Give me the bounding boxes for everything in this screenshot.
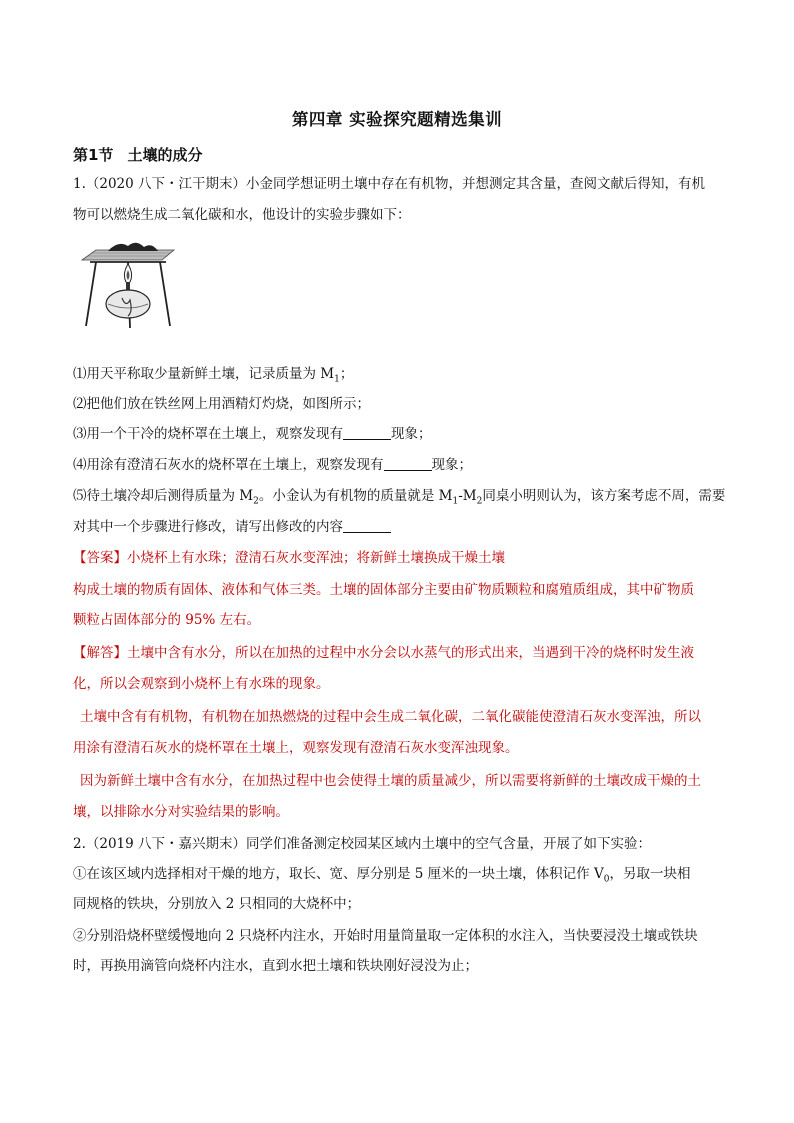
q2-line-1: 2.（2019 八下・嘉兴期末）同学们准备测定校园某区域内土壤中的空气含量，开展了如下实验： [73, 836, 652, 852]
q1-step-1: ⑴用天平称取少量新鲜土壤，记录质量为 $M_1$； [73, 366, 354, 385]
q1-step-2: ⑵把他们放在铁丝网上用酒精灯灼烧，如图所示； [73, 396, 370, 412]
q1-note-line-1: 构成土壤的物质有固体、液体和气体三类。土壤的固体部分主要由矿物质颗粒和腐殖质组成，其中矿物质 [73, 582, 694, 598]
experiment-figure [78, 238, 178, 330]
q1-line-1: 1.（2020 八下・江干期末）小金同学想证明土壤中存在有机物，并想测定其含量，查阅文献后得知，有机 [73, 176, 706, 192]
explanation-tag: 【解答】 [73, 645, 127, 661]
q1-explain-line-2: 化，所以会观察到小烧杯上有水珠的现象。 [73, 676, 330, 692]
section-heading [73, 144, 202, 165]
section-number: 第1节 [73, 146, 114, 164]
q1-explain-line-6: 壤，以排除水分对实验结果的影响。 [73, 804, 289, 820]
q1-explanation: 【解答】土壤中含有水分，所以在加热的过程中水分会以水蒸气的形式出来，当遇到干冷的烧杯时发生液 [73, 645, 694, 661]
answer-blank[interactable] [384, 456, 432, 471]
q1-step-3: ⑶用一个干冷的烧杯罩在土壤上，观察发现有 现象； [73, 426, 432, 442]
answer-blank[interactable] [343, 518, 391, 533]
q1-explain-line-3: 土壤中含有有机物，有机物在加热燃烧的过程中会生成二氧化碳，二氧化碳能使澄清石灰水变浑浊，所以 [80, 709, 701, 725]
q2-line-2: ①在该区域内选择相对干燥的地方，取长、宽、厚分别是 5 厘米的一块土壤，体积记作 $V_0$，另取一块相 [73, 866, 691, 885]
q2-line-3: 同规格的铁块，分别放入 2 只相同的大烧杯中； [73, 896, 361, 912]
q1-step-4: ⑷用涂有澄清石灰水的烧杯罩在土壤上，观察发现有 现象； [73, 457, 472, 473]
q1-line-2: 物可以燃烧生成二氧化碳和水，他设计的实验步骤如下： [73, 207, 411, 223]
answer-blank[interactable] [343, 425, 391, 440]
chapter-title: 第四章 实验探究题精选集训 [291, 110, 503, 129]
q1-explain-line-5: 因为新鲜土壤中含有水分，在加热过程中也会使得土壤的质量减少，所以需要将新鲜的土壤改成干燥的土 [80, 773, 701, 789]
q1-answer: 【答案】小烧杯上有水珠；澄清石灰水变浑浊；将新鲜土壤换成干燥土壤 [73, 550, 505, 566]
answer-tag: 【答案】 [73, 550, 127, 566]
q1-step-5: ⑸待土壤冷却后测得质量为 $M_2$。小金认为有机物的质量就是 $M_1-M_2$同桌小明则认为，该方案考虑不周，需要 [73, 488, 726, 507]
q1-step-5-cont: 对其中一个步骤进行修改，请写出修改的内容 [73, 517, 391, 537]
q2-line-5: 时，再换用滴管向烧杯内注水，直到水把土壤和铁块刚好浸没为止； [73, 958, 478, 974]
section-name: 土壤的成分 [127, 146, 203, 164]
q1-explain-line-4: 用涂有澄清石灰水的烧杯罩在土壤上，观察发现有澄清石灰水变浑浊现象。 [73, 740, 519, 756]
q2-line-4: ②分别沿烧杯壁缓慢地向 2 只烧杯内注水，开始时用量筒量取一定体积的水注入，当快要浸没土壤或铁块 [73, 928, 698, 944]
q1-note-line-2: 颗粒占固体部分的 95% 左右。 [73, 612, 261, 628]
